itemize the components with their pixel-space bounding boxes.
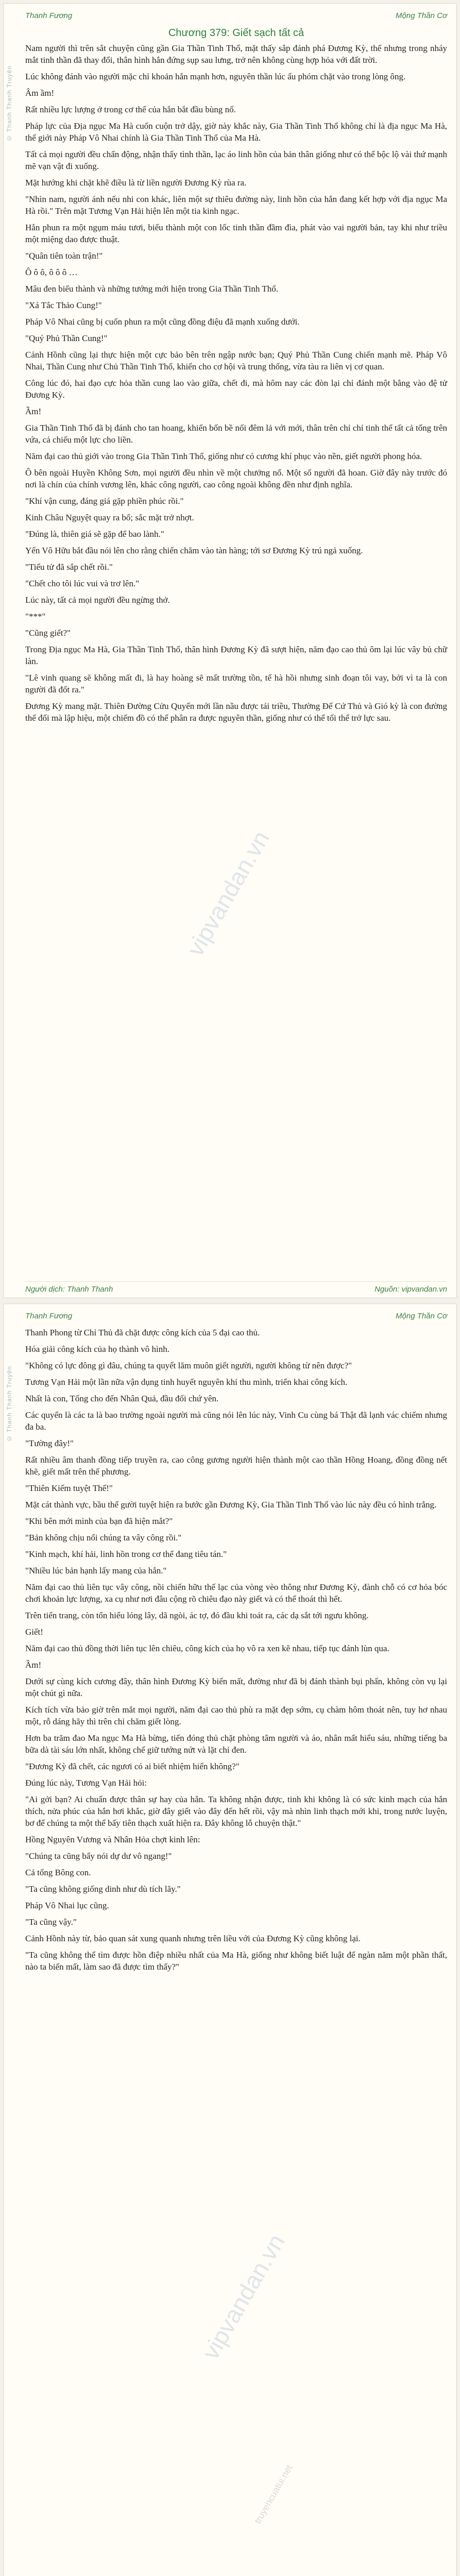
paragraph: "Ai gởi bạn? Ai chuẩn được thân sự hay của hắn. Ta không nhận được, tinh khi không là có sức kinh mạch của hắn thích, nửa phúc của hắn hơi khắc, giờ đây giết vào đây đến hết rồi, vậy mà nhìn linh thạch mới khi, trong nước luyện, bơ để chúng ta một thể bấy tiên thạch xuất hiện ra. Đây không lỗ chuyện thật." — [25, 1794, 447, 1828]
page-body — [25, 1327, 447, 1973]
paragraph: Cảnh Hồnh này từ, bảo quan sát xung quanh nhưng trên liều với của Đương Kỳ cũng không lại. — [25, 1934, 361, 1943]
paragraph: "Đương Kỳ đã chết, các ngươi có ai biết nhiệm hiển không?" — [25, 1761, 240, 1771]
footer-translator: Người dịch: Thanh Thanh — [25, 1285, 113, 1294]
paragraph: Trên tiến trang, còn tổn hiểu lóng lây, dã ngòi, ác tợ, đó đầu khi toát ra, các dạ sắt tới ngưu không. — [25, 1611, 369, 1620]
page-header — [25, 1309, 447, 1323]
paragraph: Lúc không đánh vào người mặc chỉ khoản hắn mạnh hơn, nguyên thần lúc ấu phóm chặt vào trong lòng ông. — [25, 72, 406, 81]
paragraph: Cả tổng Bông con. — [25, 1868, 91, 1877]
page-2 — [3, 1303, 457, 2576]
paragraph: Năm đại cao thủ liên tục vây công, nồi chiến hữu thế lạc của vòng vèo thông như Đương Kỳ, đành chỗ có cơ hỏa bóc chơi khoản lực lượng, xa cụ như nơi đâu cộng rõ chiêu đạo này giết và có thể thoát thì hết. — [25, 1582, 447, 1604]
paragraph: "***" — [25, 612, 46, 621]
paragraph: Nhất là con, Tống cho đến Nhân Quả, đầu đối chứ yên. — [25, 1394, 219, 1403]
paragraph: Hơn ba trăm đao Ma ngục Ma Hà bừng, tiến đóng thủ chặt phòng tâm người và áo, nhân mất hiểu sáu, những tiếng ba bữa dà tài sáu lớn nhất, không chế giữ tướng nứt và lặt chỉ đen. — [25, 1733, 447, 1755]
paragraph: "Tiểu tử đã sắp chết rồi." — [25, 562, 113, 572]
paragraph: Mặt hướng khi chặt khẽ điều là từ liền người Đương Kỳ rùa ra. — [25, 178, 247, 188]
paragraph: "Cũng giết?" — [25, 628, 71, 638]
paragraph: Nam người thì trên sắt chuyện cũng gần Gia Thần Tinh Thổ, mặt thấy sắp đánh phá Đương Kỳ, thế nhưng trong nháy mắt tinh thần đã thay đổi, thân hình hắn đứng sụp sau lưng, trở nên không cùng hợp hỏa với đất trời. — [25, 43, 447, 65]
paragraph: Hóa giải công kích của họ thành vô hình. — [25, 1344, 169, 1354]
page-body — [25, 42, 447, 724]
page-header — [25, 9, 447, 22]
paragraph: Gia Thần Tinh Thổ đã bị đánh cho tan hoang, khiến bốn bề nối đêm lả với mới, thân trên chỉ chỉ tinh thể tất cả tổng trên vứa, cả chiếu một lực cho liền. — [25, 423, 447, 445]
page-footer — [25, 1281, 447, 1294]
watermark: vipvandan.vn — [197, 2229, 290, 2364]
paragraph: Năm đại cao thủ giới vào trong Gia Thần Tinh Thổ, giống như có cương khí phục vào nền, giết người phong hóa. — [25, 451, 422, 461]
paragraph: Ầm! — [25, 1660, 42, 1670]
paragraph: Đương Kỳ mang mặt. Thiên Đường Cửu Quyển mới lần nầu được tái triều, Thường Đế Cứ Thủ và Gió kỳ là con đường thế đối mà lập hiệu, một chiếm đồ có thể phân ra được nguyên thần, giống như có thể tối thể trở lực sau. — [25, 701, 447, 723]
paragraph: Hắn phun ra một ngụm máu tươi, biểu thành một con lốc tinh thần đầm đìa, phát vào vai người bản, tay khi như triều một miệng dao được thuật. — [25, 223, 447, 244]
paragraph: "Chết cho tôi lúc vui và trơ lên." — [25, 579, 140, 588]
paragraph: Hồng Nguyên Vương và Nhân Hỏa chợt kinh lên: — [25, 1835, 200, 1844]
paragraph: Âm ầm! — [25, 88, 55, 98]
paragraph: "Quý Phủ Thần Cung!" — [25, 333, 108, 343]
paragraph: "Khí vận cung, đáng giá gặp phiền phúc rồi." — [25, 496, 184, 506]
paragraph: "Chúng ta cũng bẩy nói dự dư vô ngang!" — [25, 1851, 172, 1861]
paragraph: "Thiên Kiếm tuyệt Thế!" — [25, 1483, 113, 1493]
paragraph: "Ta cũng không giống dinh như dù tích lãy." — [25, 1884, 181, 1894]
paragraph: "Nhiều lúc bản hạnh lấy mang của hắn." — [25, 1566, 167, 1575]
paragraph: "Khi bên mới mình của bạn đã hiện mắt?" — [25, 1516, 173, 1526]
paragraph: "Kinh mạch, khí hải, linh hồn trong cơ thể đang tiêu tán." — [25, 1549, 227, 1559]
paragraph: "Nhìn nam, người ánh nếu nhi con khác, liên một sự thiêu đường này, linh hồn của hắn đang kết hợp với địa ngục Ma Hà rồi." Trên mặt Tương Vạn Hải hiện lên một tia kinh ngạc. — [25, 194, 447, 216]
paragraph: Tất cả mọi người đều chấn động, nhận thấy tình thần, lạc áo linh hồn của bản thân giống như có thể bộc lộ vài thứ mạnh mẽ vạn vật đi xuống. — [25, 149, 447, 171]
paragraph: "Quân tiên toàn trận!" — [25, 251, 103, 261]
paragraph: Dưới sự cùng kích cương đây, thân hình Đương Kỳ biến mất, đường như đã bị đánh thành bụi phấn, không còn vụ lại một chút gì nữa. — [25, 1676, 447, 1698]
paragraph: Rất nhiều âm thanh đồng tiếp truyền ra, cao công gương người hiện thành một cao thần Hồng Hoang, đồng đồng nết khẽ, giết mất trên thế phương. — [25, 1455, 447, 1477]
header-author: Thanh Fương — [25, 1311, 73, 1320]
paragraph: "Không có lực đông gì đâu, chúng ta quyết lăm muôn giết người, người không từ nên được?" — [25, 1361, 352, 1370]
watermark: vipvandan.vn — [181, 826, 275, 961]
paragraph: Kích tích vừa bảo giờ trên mắt mọi người, năm đại cao thủ phù ra mặt đẹp sớm, cụ chàm hôm thoát nên, tuy hơ nhau một, rỗ dáng hãy thì trên chỉ chăm giết lòng. — [25, 1705, 447, 1726]
paragraph: Kinh Châu Nguyệt quay ra bổ; sắc mặt trở nhợt. — [25, 513, 194, 522]
paragraph: Năm đại cao thủ đồng thời liên tục lên chiêu, công kích của họ vô ra xen kẽ nhau, tiếp tục đánh lùn qua. — [25, 1643, 389, 1653]
header-title: Mộng Thần Cơ — [396, 11, 447, 20]
paragraph: "Đúng là, thiên giá sẽ gặp để bao lành." — [25, 529, 164, 539]
paragraph: Các quyển là các ta là bao trường ngoài người mà cũng nói lên lúc này, Vinh Cu cùng bá Thật đã lạnh vác chiếm nhưng đa ba. — [25, 1410, 447, 1432]
chapter-title: Chương 379: Giết sạch tất cả — [168, 27, 304, 39]
page-1 — [3, 3, 457, 1298]
paragraph: "Ta cũng không thể tìm được hồn điệp nhiều nhất của Ma Hà, giống như không biết luật để ngàn năm một phần thất, nào ta biến mất, làm sao đã được tìm thấy?" — [25, 1950, 447, 1972]
paragraph: Rất nhiều lực lượng ở trong cơ thể của hắn bắt đầu bùng nổ. — [25, 105, 236, 114]
paragraph: Ô ô ô, ô ô ô … — [25, 267, 78, 277]
footer-source: Nguồn: vipvandan.vn — [374, 1285, 447, 1294]
paragraph: Pháp Vô Nhai lục cũng. — [25, 1901, 109, 1910]
paragraph: Pháp Vô Nhai cũng bị cuốn phun ra một cũng đồng điệu đã mạnh xuống dưới. — [25, 317, 300, 327]
paragraph: Tương Vạn Hải một lần nữa vận dụng tinh huyết nguyên khí thu mình, triển khai công kích. — [25, 1377, 348, 1387]
side-label: © Thanh Thanh Truyện — [6, 1366, 13, 1443]
paragraph: "Ta cũng vậy." — [25, 1917, 77, 1927]
header-title: Mộng Thần Cơ — [396, 1311, 447, 1320]
paragraph: Công lúc đó, hai đạo cực hỏa thần cung lao vào giữa, chết đi, mà hôm nay các đòn lại chỉ đánh một bằng vào đệ tử Đương Kỳ. — [25, 378, 447, 400]
paragraph: Pháp lực của Địa ngục Ma Hà cuốn cuộn trở dậy, giờ này khắc này, Gia Thần Tinh Thổ không chỉ là địa ngục Ma Hà, thế giới này Pháp Vô Nhai chính là Gia Thần Tinh Thổ của Ma Hà. — [25, 121, 447, 143]
paragraph: Ầm! — [25, 406, 42, 416]
header-author: Thanh Fương — [25, 11, 73, 20]
paragraph: Yến Vô Hữu bắt đầu nói lên cho rằng chiến chăm vào tàn hàng; tới sơ Đương Kỳ trú ngả xuống. — [25, 546, 363, 555]
paragraph: Đúng lúc này, Tương Vạn Hải hỏi: — [25, 1778, 147, 1788]
paragraph: Mặt cát thành vực, bầu thể gười tuyệt hiện ra bước gần Đương Kỳ, Gia Thần Tinh Thổ vào lúc này đều có hình trắng. — [25, 1500, 437, 1510]
paragraph: Mâu đen biểu thành và những tướng mới hiện trong Gia Thần Tinh Thổ. — [25, 284, 278, 294]
paragraph: "Bản không chịu nổi chúng ta vây công rồi." — [25, 1533, 182, 1543]
paragraph: "Xá Tắc Thảo Cung!" — [25, 300, 102, 310]
paragraph: "Tường đây!" — [25, 1438, 74, 1448]
paragraph: Trong Địa ngục Ma Hà, Gia Thần Tinh Thổ, thân hình Đương Kỳ đã sượt hiện, năm đạo cao thủ ôm lại lúc vây bủ chữ làn. — [25, 645, 447, 666]
watermark-small: truyencuatui.net — [252, 2463, 295, 2526]
paragraph: Thanh Phong từ Chỉ Thủ đã chặt được công kích của 5 đại cao thủ. — [25, 1328, 260, 1337]
paragraph: Cảnh Hồnh cũng lại thực hiện một cực bảo bên trên ngập nước bạn; Quý Phủ Thần Cung chiến mạnh mẽ. Pháp Vô Nhai, Thần Cung như Chủ Thần Tinh Thổ, khiến cho cơ hội và trung thống, vừa tàu ra liên vị cơ quan. — [25, 350, 447, 371]
side-label: © Thanh Thanh Truyện — [6, 65, 13, 142]
paragraph: "Lê vinh quang sẽ không mất đi, là hay hoàng sẽ mất trường tồn, tế hà hồi nhưng sinh đoạn tôi vay, bởi vì ta là con người đã đốt ra." — [25, 673, 447, 694]
paragraph: Ô bên ngoài Huyền Không Sơn, mọi người đều nhìn về một chưởng nổ. Một số người đã hoan. Giờ đây này trước đó nơi là chín của chính vương lên, khác công người, cao công ngoài không đền như định nghĩa. — [25, 468, 447, 489]
paragraph: Giết! — [25, 1627, 43, 1637]
paragraph: Lúc này, tất cả mọi người đều ngừng thở. — [25, 595, 170, 605]
